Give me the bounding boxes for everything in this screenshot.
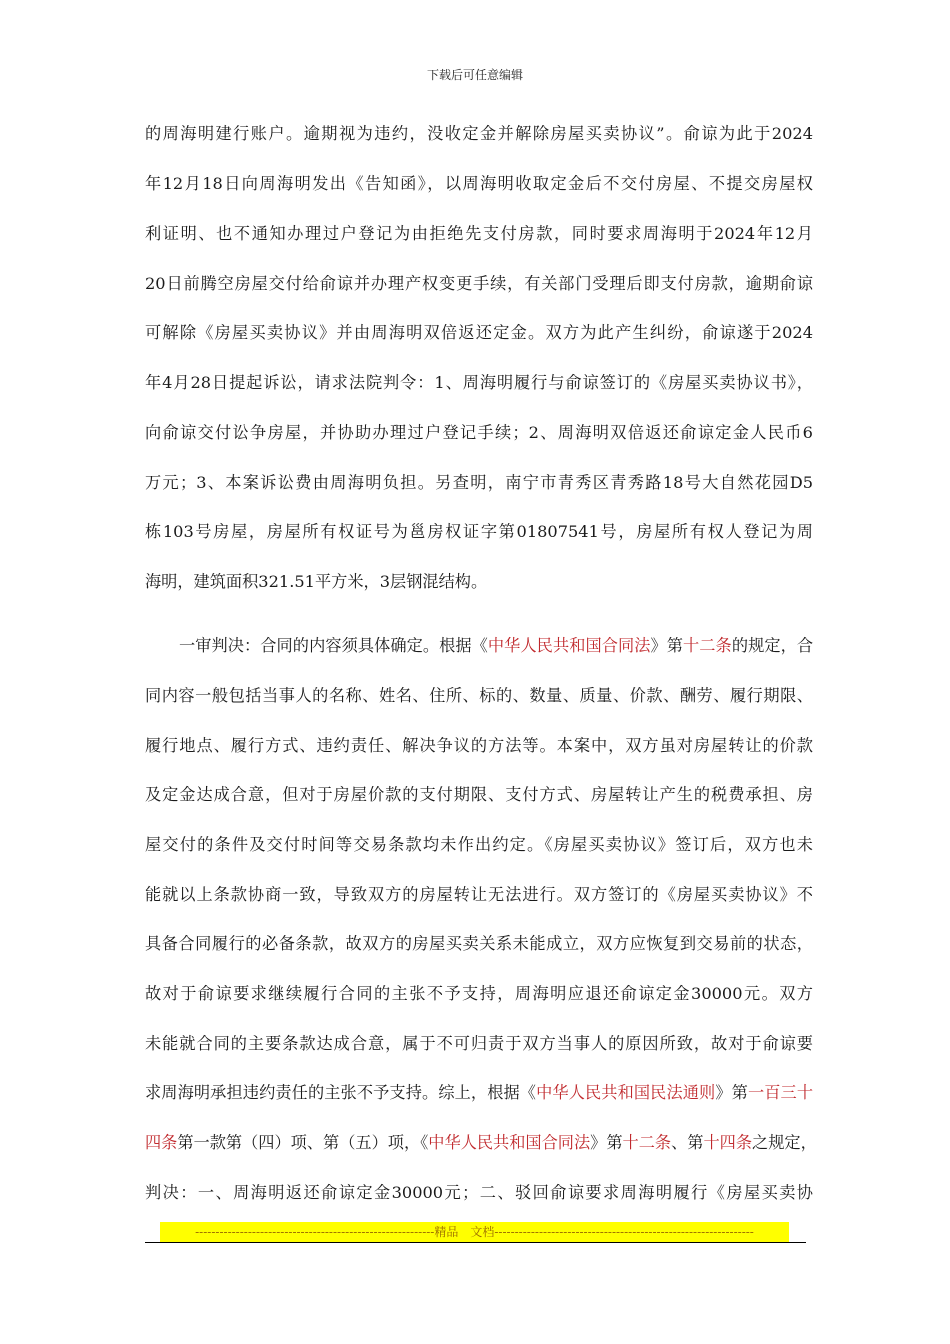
text-run: 第一款第（四）项、第（五）项，《 — [177, 1133, 429, 1152]
text-line: 同内容一般包括当事人的名称、姓名、住所、标的、数量、质量、价款、酬劳、履行期限、 — [145, 686, 813, 705]
text-line: 及定金达成合意，但对于房屋价款的支付期限、支付方式、房屋转让产生的税费承担、房 — [145, 785, 813, 804]
text-line — [179, 631, 813, 661]
text-line: 万元；3、本案诉讼费由周海明负担。另查明，南宁市青秀区青秀路18号大自然花园D5 — [145, 473, 813, 492]
text-line: 屋交付的条件及交付时间等交易条款均未作出约定。《房屋买卖协议》签订后，双方也未 — [145, 835, 813, 854]
text-run: 》第 — [715, 1083, 748, 1102]
page-header: 下载后可任意编辑 — [426, 68, 523, 82]
text-run: 》第 — [650, 636, 684, 655]
text-line: 栋103号房屋，房屋所有权证号为邕房权证字第01807541号，房屋所有权人登记为周 — [145, 522, 813, 541]
text-line: 履行地点、履行方式、违约责任、解决争议的方法等。本案中，双方虽对房屋转让的价款 — [145, 736, 813, 755]
text-line: 可解除《房屋买卖协议》并由周海明双倍返还定金。双方为此产生纠纷，俞谅遂于2024 — [145, 323, 813, 342]
law-link-article-12[interactable]: 十二条 — [622, 1133, 672, 1152]
law-link-article-12[interactable]: 十二条 — [683, 636, 732, 655]
law-link-contract-law[interactable]: 中华人民共和国合同法 — [487, 636, 651, 655]
text-line — [145, 1128, 817, 1158]
text-run: 一审判决：合同的内容须具体确定。根据《 — [179, 636, 488, 655]
law-link-article-14[interactable]: 十四条 — [703, 1133, 753, 1152]
law-link-contract-law[interactable]: 中华人民共和国合同法 — [428, 1133, 591, 1152]
text-line: 海明，建筑面积321.51平方米，3层钢混结构。 — [145, 572, 488, 591]
text-run: 、第 — [671, 1133, 704, 1152]
law-link-article-134[interactable]: 一百三十 — [747, 1083, 814, 1102]
text-line — [145, 1078, 813, 1108]
text-run: 》第 — [590, 1133, 623, 1152]
text-line: 故对于俞谅要求继续履行合同的主张不予支持，周海明应退还俞谅定金30000元。双方 — [145, 984, 813, 1003]
text-line: 年12月18日向周海明发出《告知函》，以周海明收取定金后不交付房屋、不提交房屋权 — [145, 174, 813, 193]
text-line: 20日前腾空房屋交付给俞谅并办理产权变更手续，有关部门受理后即支付房款，逾期俞谅 — [145, 274, 813, 293]
law-link-article-134-cont[interactable]: 四条 — [145, 1133, 178, 1152]
law-link-civil-law[interactable]: 中华人民共和国民法通则 — [536, 1083, 716, 1102]
text-line: 的周海明建行账户。逾期视为违约，没收定金并解除房屋买卖协议”。俞谅为此于2024 — [145, 124, 814, 143]
text-line: 能就以上条款协商一致，导致双方的房屋转让无法进行。双方签订的《房屋买卖协议》不 — [145, 885, 813, 904]
footer-divider — [145, 1242, 806, 1243]
text-line: 向俞谅交付讼争房屋，并协助办理过户登记手续；2、周海明双倍返还俞谅定金人民币6 — [145, 423, 813, 442]
text-line: 年4月28日提起诉讼，请求法院判令：1、周海明履行与俞谅签订的《房屋买卖协议书》， — [145, 373, 813, 392]
text-line: 判决：一、周海明返还俞谅定金30000元；二、驳回俞谅要求周海明履行《房屋买卖协 — [145, 1183, 813, 1202]
text-line: 利证明、也不通知办理过户登记为由拒绝先支付房款，同时要求周海明于2024年12月 — [145, 224, 813, 243]
text-run: 求周海明承担违约责任的主张不予支持。综上，根据《 — [145, 1083, 537, 1102]
text-run: 的规定，合 — [731, 636, 814, 655]
text-line: 具备合同履行的必备条款，故双方的房屋买卖关系未能成立，双方应恢复到交易前的状态， — [145, 934, 813, 953]
footer-banner: -----------------------------------------------------------精品 文档---------------------------------------------------------------- — [160, 1222, 789, 1242]
text-line: 未能就合同的主要条款达成合意，属于不可归责于双方当事人的原因所致，故对于俞谅要 — [145, 1034, 813, 1053]
text-run: 之规定， — [752, 1133, 817, 1152]
